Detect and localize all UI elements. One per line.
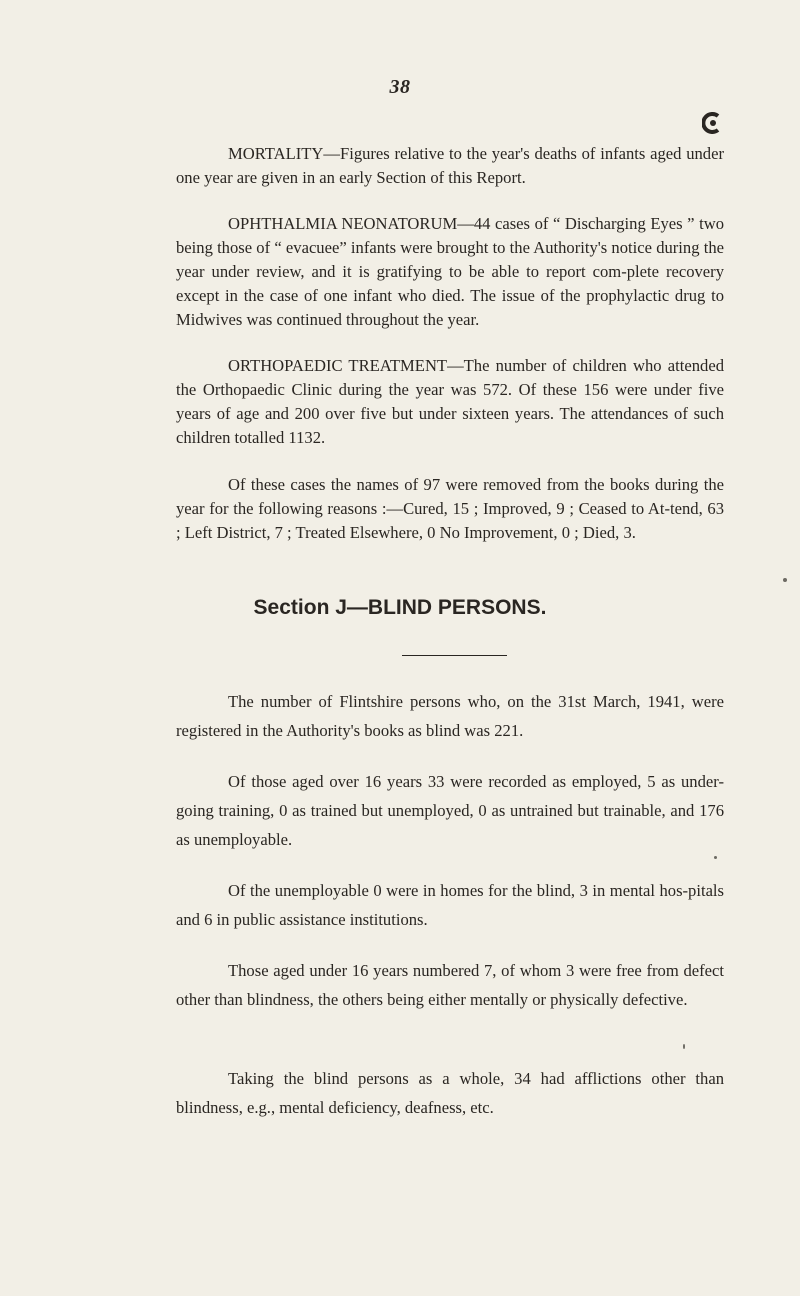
orthopaedic-paragraph: ORTHOPAEDIC TREATMENT—The number of children who attended the Orthopaedic Clinic during the year was 572. Of these 156 were under five years of age and 200 over five but under sixteen years. The attendances of such children totalled 1132. <box>176 356 724 447</box>
blind-over-16-paragraph: Of those aged over 16 years 33 were recorded as employed, 5 as under-going training, 0 as trained but unemployed, 0 as untrained but trainable, and 176 as unemployable. <box>176 772 724 849</box>
divider <box>402 655 507 656</box>
paper-speck <box>783 578 787 582</box>
paper-speck <box>683 1044 685 1049</box>
paper-speck <box>714 856 717 859</box>
ophthalmia-paragraph: OPHTHALMIA NEONATORUM—44 cases of “ Discharging Eyes ” two being those of “ evacuee” infants were brought to the Authority's notice during the year under review, and it is gratifying to be able to report com-plete recovery except in the case of one infant who died. The issue of the prophylactic drug to Midwives was continued throughout the year. <box>176 214 724 329</box>
unemployable-paragraph: Of the unemployable 0 were in homes for the blind, 3 in mental hos-pitals and 6 in public assistance institutions. <box>176 881 724 929</box>
library-stamp-icon <box>702 112 724 134</box>
section-heading: Section J—BLIND PERSONS. <box>253 596 547 619</box>
mortality-paragraph: MORTALITY—Figures relative to the year's deaths of infants aged under one year are given in an early Section of this Report. <box>176 144 724 187</box>
removed-paragraph: Of these cases the names of 97 were removed from the books during the year for the following reasons :—Cured, 15 ; Improved, 9 ; Ceased to At-tend, 63 ; Left District, 7 ; Treated Elsewhere, 0 No Improvement, 0 ; Died, 3. <box>176 475 724 542</box>
blind-registered-paragraph: The number of Flintshire persons who, on the 31st March, 1941, were registered in the Authority's books as blind was 221. <box>176 692 724 740</box>
page-number: 38 <box>389 76 411 98</box>
afflictions-paragraph: Taking the blind persons as a whole, 34 had afflictions other than blindness, e.g., mental deficiency, deafness, etc. <box>176 1069 724 1117</box>
under-16-paragraph: Those aged under 16 years numbered 7, of whom 3 were free from defect other than blindness, the others being either mentally or physically defective. <box>176 961 724 1009</box>
